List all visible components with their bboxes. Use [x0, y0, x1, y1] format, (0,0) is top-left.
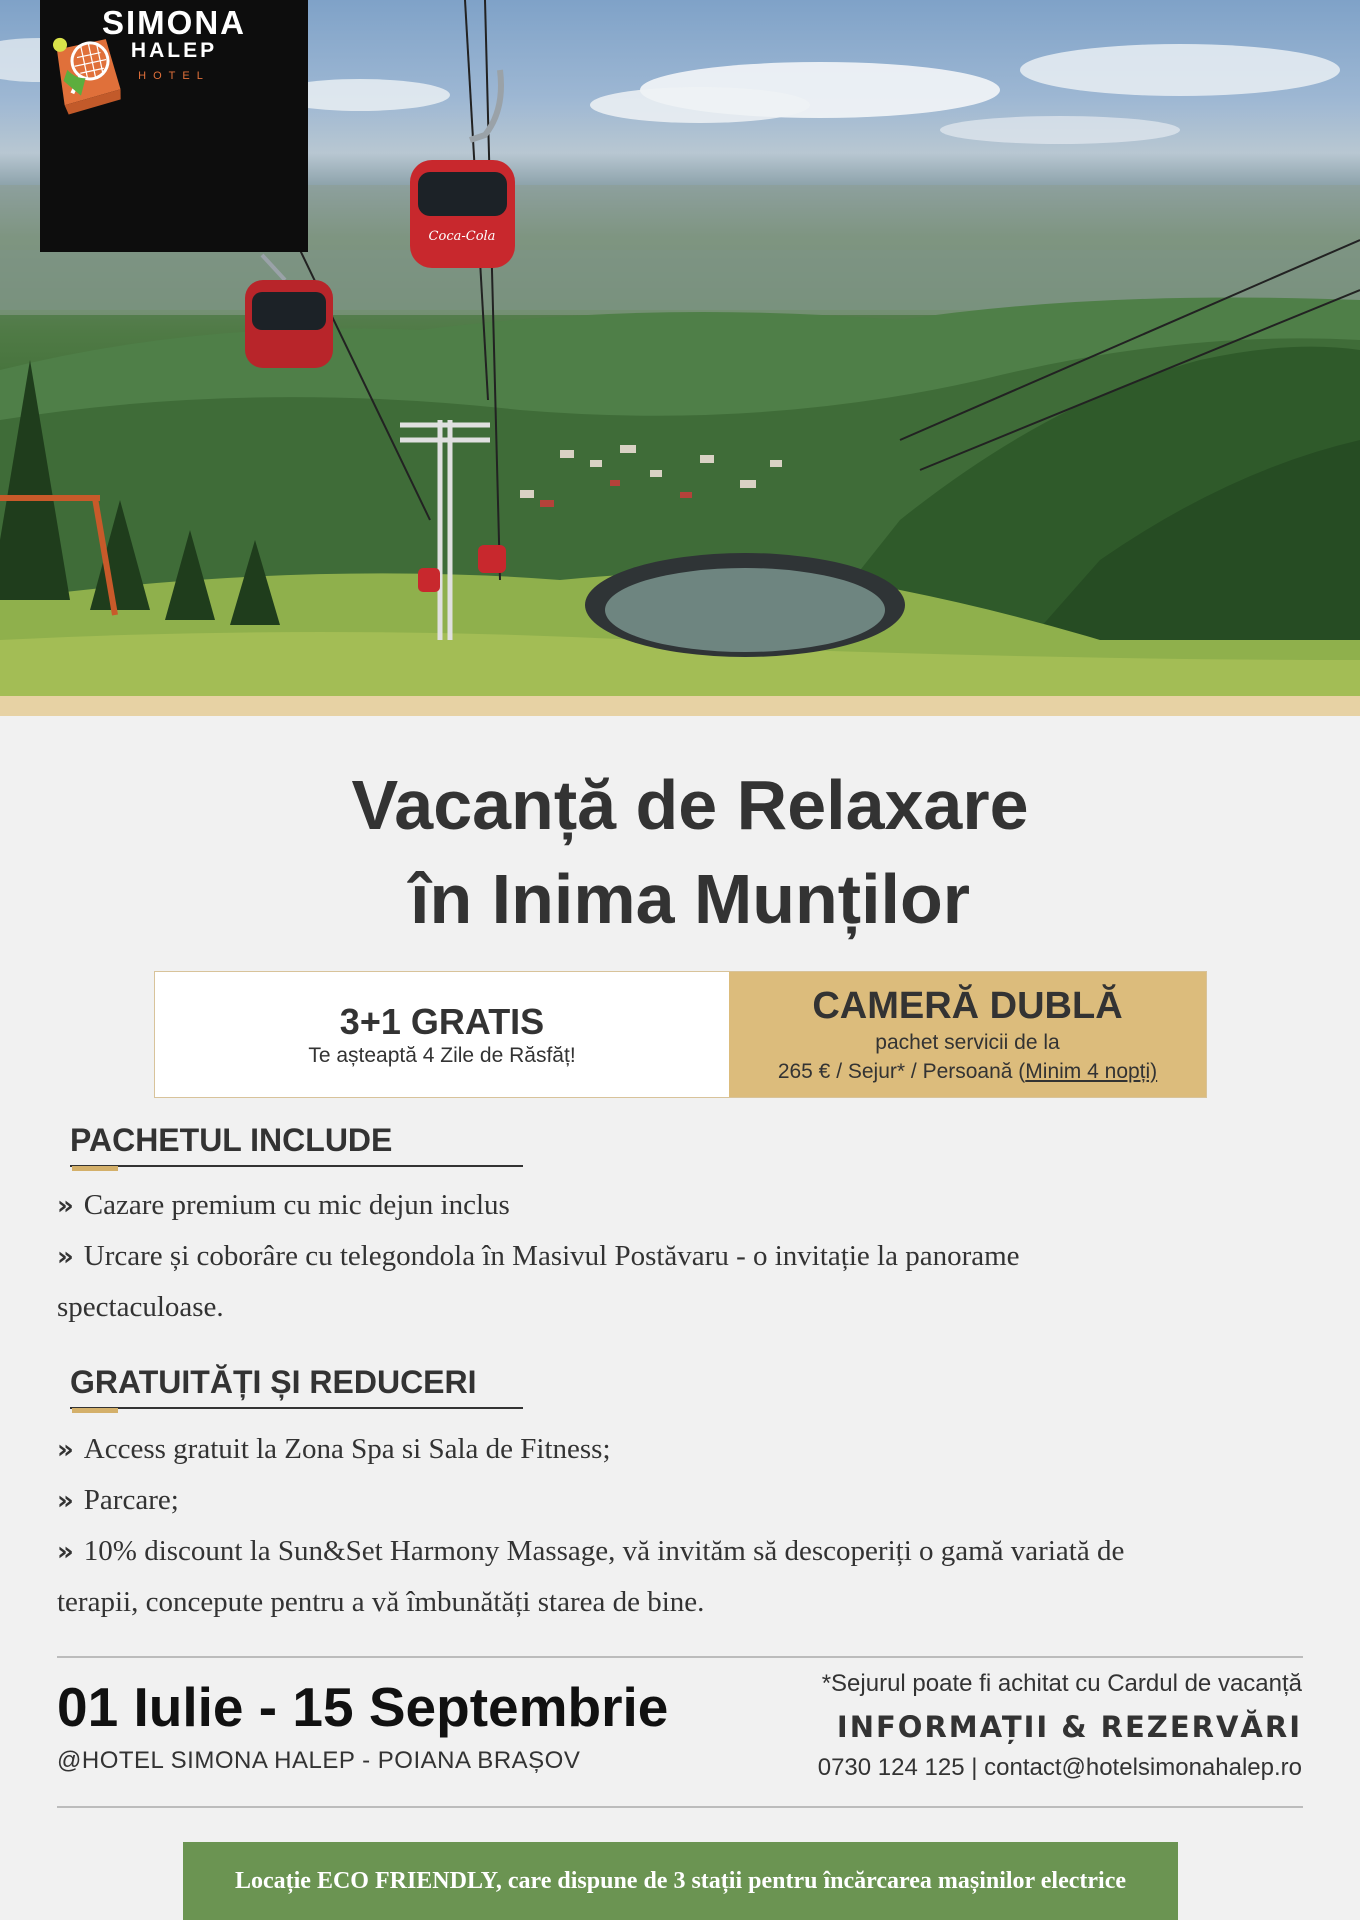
list-item	[57, 1526, 1177, 1627]
offer-free-night	[155, 972, 729, 1097]
offer-right-headline: CAMERĂ DUBLĂ	[812, 984, 1123, 1027]
stay-dates: 01 Iulie - 15 Septembrie	[57, 1676, 669, 1738]
list-item	[57, 1424, 1177, 1475]
title-line-2: în Inima Munților	[410, 860, 970, 938]
offer-room	[729, 972, 1206, 1097]
payment-note: *Sejurul poate fi achitat cu Cardul de vacanță	[821, 1670, 1302, 1697]
offer-right-line-2	[778, 1057, 1157, 1086]
gold-divider	[0, 696, 1360, 716]
divider-bottom	[57, 1806, 1303, 1808]
contact-details[interactable]: 0730 124 125 | contact@hotelsimonahalep.ro	[817, 1754, 1302, 1781]
logo-name: SIMONA	[102, 4, 246, 41]
list-item-text: Cazare premium cu mic dejun inclus	[83, 1189, 510, 1221]
hotel-logo	[40, 0, 308, 252]
offer-price: 265 € / Sejur* / Persoană (	[777, 1059, 1026, 1083]
discounts-heading-text: GRATUITĂȚI ȘI REDUCERI	[70, 1364, 477, 1400]
divider-top	[57, 1656, 1303, 1658]
svg-text:Coca-Cola: Coca-Cola	[428, 229, 496, 244]
package-heading-text: PACHETUL INCLUDE	[70, 1122, 393, 1158]
package-list	[57, 1180, 1177, 1332]
double-chevron-icon: »	[57, 1242, 74, 1272]
heading-accent	[72, 1166, 118, 1171]
offer-minimum-nights: Minim 4 nopți)	[1025, 1059, 1158, 1083]
double-chevron-icon: »	[57, 1537, 74, 1567]
logo-sub: HALEP	[130, 39, 218, 62]
offer-left-text: Te așteaptă 4 Zile de Răsfăț!	[308, 1043, 576, 1067]
discounts-heading	[70, 1364, 523, 1409]
list-item	[57, 1475, 1177, 1526]
heading-accent	[72, 1408, 118, 1413]
offer-left-headline: 3+1 GRATIS	[339, 1000, 545, 1042]
list-item-text: 10% discount la Sun&Set Harmony Massage, vă invităm să descoperiți o gamă variată de terapii, concepute pentru a vă îmbunătăți starea de bine.	[57, 1535, 1125, 1618]
hotel-location: @HOTEL SIMONA HALEP - POIANA BRAȘOV	[57, 1747, 581, 1774]
double-chevron-icon: »	[57, 1191, 74, 1221]
offer-box	[154, 971, 1207, 1098]
list-item-text: Parcare;	[83, 1484, 179, 1516]
list-item-text: Urcare și coborâre cu telegondola în Masivul Postăvaru - o invitație la panorame spectaculoase.	[57, 1240, 1020, 1323]
tennis-racket-icon	[40, 26, 132, 116]
page-title	[0, 758, 1360, 946]
double-chevron-icon: »	[57, 1486, 74, 1516]
list-item	[57, 1180, 1177, 1231]
double-chevron-icon: »	[57, 1435, 74, 1465]
hero-photo	[0, 0, 1360, 696]
reservations-heading: INFORMAȚII & REZERVĂRI	[836, 1710, 1302, 1744]
discounts-list	[57, 1424, 1177, 1627]
package-heading	[70, 1122, 523, 1167]
booking-info	[818, 1670, 1302, 1782]
offer-right-line-1: pachet servicii de la	[875, 1030, 1060, 1054]
eco-banner: Locație ECO FRIENDLY, care dispune de 3 stații pentru încărcarea mașinilor electrice	[183, 1842, 1178, 1920]
title-line-1: Vacanță de Relaxare	[351, 766, 1029, 844]
logo-hotel: HOTEL	[138, 70, 210, 82]
list-item	[57, 1231, 1177, 1332]
list-item-text: Access gratuit la Zona Spa si Sala de Fitness;	[83, 1433, 611, 1465]
